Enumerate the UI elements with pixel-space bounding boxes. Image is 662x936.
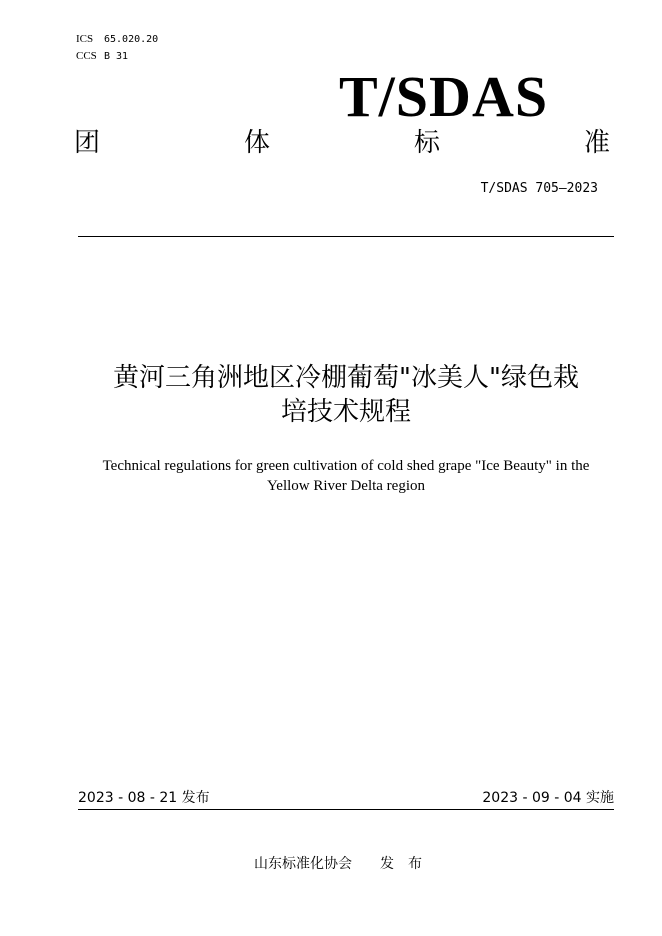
ics-value: 65.020.20	[104, 34, 159, 45]
standard-logo: T/SDAS	[339, 64, 549, 129]
standard-type-char: 准	[583, 128, 610, 158]
standard-type-char: 体	[243, 128, 270, 158]
bottom-divider	[78, 809, 614, 810]
title-chinese	[70, 361, 622, 429]
title-english-line-1: Technical regulations for green cultivation of cold shed grape "Ice Beauty" in the	[102, 458, 590, 474]
title-chinese-line-1: 黄河三角洲地区冷棚葡萄"冰美人"绿色栽	[113, 363, 579, 393]
standard-type-heading	[74, 126, 610, 160]
publish-date: 2023 - 08 - 21 发布	[78, 790, 210, 806]
classification-codes	[76, 31, 158, 65]
title-english-line-2: Yellow River Delta region	[266, 478, 426, 494]
ics-label: ICS	[76, 33, 94, 45]
ccs-value: B 31	[104, 51, 129, 62]
publisher-line: 山东标准化协会 发 布	[254, 856, 422, 872]
standard-type-char: 标	[413, 128, 440, 158]
title-english	[70, 456, 622, 496]
ccs-label: CCS	[76, 50, 97, 62]
standard-type-char: 团	[74, 128, 101, 158]
ics-row	[76, 31, 158, 48]
implement-date: 2023 - 09 - 04 实施	[482, 790, 614, 806]
ccs-row	[76, 48, 158, 65]
title-chinese-line-2: 培技术规程	[280, 397, 411, 427]
standard-number: T/SDAS 705—2023	[480, 181, 598, 196]
top-divider	[78, 236, 614, 237]
